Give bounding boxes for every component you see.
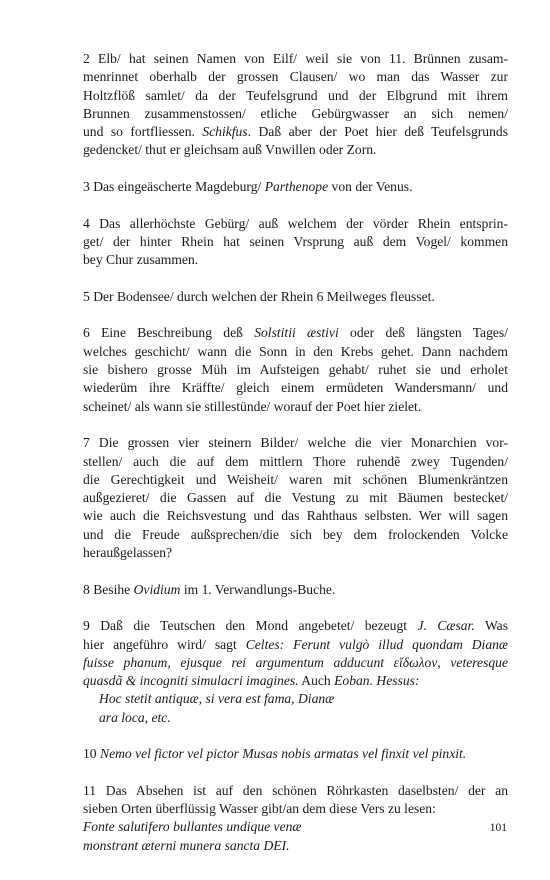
note-line: außgezieret/ die Gassen auf die Vestung zu mit Bäumen bestecket/ xyxy=(83,490,508,506)
note-line: bey Chur zusammen. xyxy=(83,252,199,268)
note-line: und so fortfliessen. Schikfus. Daß aber der Poet hier deß Teufelsgrunds xyxy=(83,124,508,140)
note-3 xyxy=(83,178,508,196)
note-10 xyxy=(83,745,508,763)
note-line: wiederüm ihre Kräffte/ gleich einem ermüdeten Wandersmann/ und xyxy=(83,380,508,396)
note-line: 6 Eine Beschreibung deß Solstitii æstivi oder deß längsten Tages/ xyxy=(83,325,508,341)
note-line: 2 Elb/ hat seinen Namen von Eilf/ weil sie von 11. Brünnen zusam- xyxy=(83,51,508,66)
note-line: gedencket/ thut er gleichsam auß Vnwillen oder Zorn. xyxy=(83,142,377,158)
note-verse-line: Hoc stetit antiquæ, si vera est fama, Dianæ xyxy=(99,691,335,707)
note-9 xyxy=(83,617,508,727)
note-line: und die Freude außsprechen/die sich bey dem frolockenden Volcke xyxy=(83,526,508,542)
note-line: sie bishero grosse Müh im Aufsteigen gehabt/ ruhet sie und erholet xyxy=(83,362,508,378)
note-line: 11 Das Absehen ist auf den schönen Röhrkasten daselbsten/ der an xyxy=(83,782,508,798)
note-verse-line: Fonte salutifero bullantes undique venæ xyxy=(83,819,302,835)
note-line: Brunnen zusammenstossen/ etliche Gebürgwasser an sich nemen/ xyxy=(83,105,508,121)
note-line: scheinet/ als wann sie stillestünde/ worauf der Poet hier zielet. xyxy=(83,398,422,414)
note-line: 3 Das eingeäscherte Magdeburg/ Parthenope von der Venus. xyxy=(83,179,413,195)
note-line: sieben Orten überflüssig Wasser gibt/an dem diese Vers zu lesen: xyxy=(83,801,436,817)
note-4 xyxy=(83,215,508,270)
note-line: fuisse phanum, ejusque rei argumentum adducunt εἴδωλον, veteresque xyxy=(83,654,508,670)
note-line: welches geschicht/ wann die Sonn in den Krebs gehet. Dann nachdem xyxy=(83,343,508,359)
note-line: 10 Nemo vel fictor vel pictor Musas nobis armatas vel finxit vel pinxit. xyxy=(83,746,467,762)
note-line: stellen/ auch die auf dem mittlern Thore ruhendẽ zwey Tugenden/ xyxy=(83,453,508,469)
notes-page xyxy=(83,50,508,873)
note-6 xyxy=(83,324,508,415)
page-number: 101 xyxy=(489,822,507,834)
note-8 xyxy=(83,581,508,599)
note-verse-line: monstrant æterni munera sancta DEI. xyxy=(83,837,290,853)
note-line: Holtzflöß samlet/ da der Teufelsgrund und der Elbgrund mit ihrem xyxy=(83,87,508,103)
note-5 xyxy=(83,288,508,306)
note-line: menrinnet oberhalb der grossen Clausen/ wo man das Wasser zur xyxy=(83,69,508,85)
note-line: hier angeführo wird/ sagt Celtes: Ferunt vulgò illud quondam Dianæ xyxy=(83,636,508,652)
note-line: 8 Besihe Ovidium im 1. Verwandlungs-Buche. xyxy=(83,581,336,597)
note-7 xyxy=(83,434,508,562)
note-11 xyxy=(83,782,508,855)
note-verse-line: ara loca, etc. xyxy=(99,709,171,725)
note-line: 5 Der Bodensee/ durch welchen der Rhein 6 Meilweges fleusset. xyxy=(83,288,435,304)
note-line: wie auch die Reichsvestung und das Rahthaus selbsten. Wer will sagen xyxy=(83,508,508,524)
note-line: heraußgelassen? xyxy=(83,545,173,561)
note-line: 4 Das allerhöchste Gebürg/ auß welchem der vörder Rhein entsprin- xyxy=(83,215,508,231)
note-line: 9 Daß die Teutschen den Mond angebetet/ bezeugt J. Cæsar. Was xyxy=(83,618,509,634)
note-line: get/ der hinter Rhein hat seinen Vrsprung auß dem Vogel/ kommen xyxy=(83,233,508,249)
note-line: die Gerechtigkeit und Weisheit/ waren mit schönen Blumenkräntzen xyxy=(83,471,508,487)
note-line: 7 Die grossen vier steinern Bilder/ welche die vier Monarchien vor- xyxy=(83,435,508,451)
note-line: quasdã & incogniti simulacri imagines. Auch Eoban. Hessus: xyxy=(83,673,420,689)
note-2 xyxy=(83,50,508,160)
